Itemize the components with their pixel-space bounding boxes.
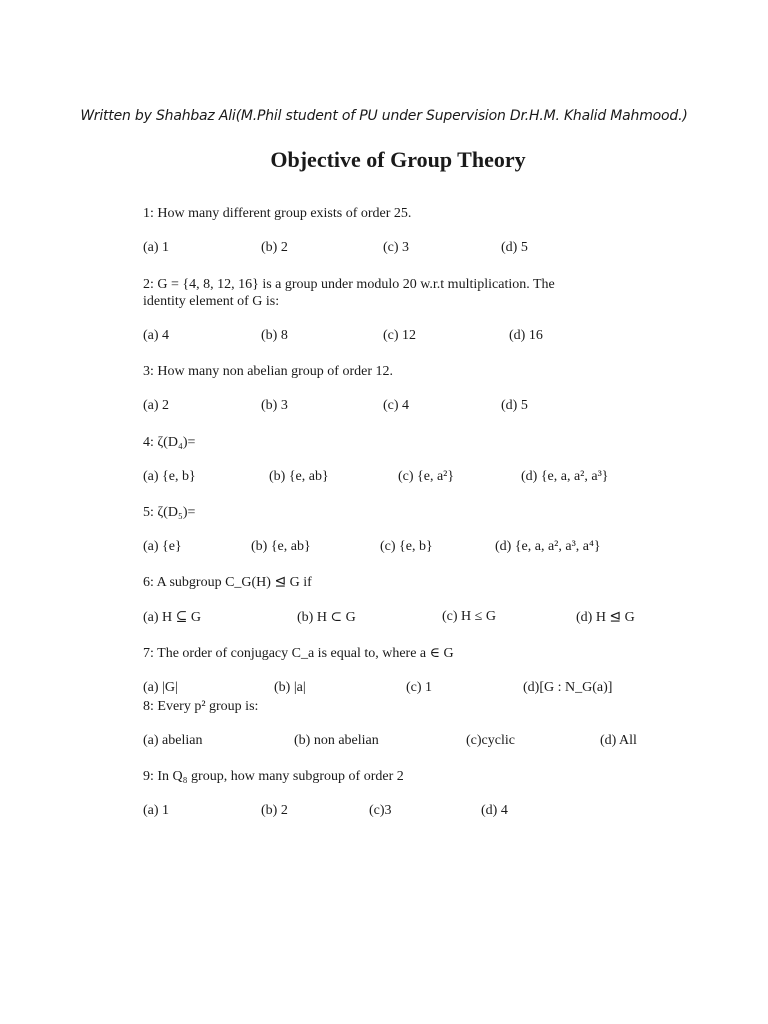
q8-option-a: (a) abelian: [143, 733, 203, 748]
q5-option-c: (c) {e, b}: [380, 539, 433, 554]
q2-option-a: (a) 4: [143, 328, 170, 343]
question-9-text: 9: In Q₈ group, how many subgroup of order 2: [143, 769, 404, 784]
q6-option-a: (a) H ⊆ G: [143, 610, 201, 625]
question-2-text-line1: 2: G = {4, 8, 12, 16} is a group under modulo 20 w.r.t multiplication. The: [143, 277, 555, 292]
q6-option-d: (d) H ⊴ G: [576, 610, 635, 625]
q2-option-b: (b) 8: [261, 328, 288, 343]
q8-option-c: (c)cyclic: [466, 733, 515, 748]
question-2-text-line2: identity element of G is:: [143, 294, 280, 309]
question-7-text: 7: The order of conjugacy C_a is equal to, where a ∈ G: [143, 646, 454, 661]
q9-option-c: (c)3: [369, 803, 392, 818]
q7-option-b: (b) |a|: [274, 680, 306, 695]
q8-option-d: (d) All: [600, 733, 637, 748]
q7-option-a: (a) |G|: [143, 680, 178, 695]
q9-option-a: (a) 1: [143, 803, 170, 818]
q3-option-a: (a) 2: [143, 398, 170, 413]
author-line: Written by Shahbaz Ali(M.Phil student of PU under Supervision Dr.H.M. Khalid Mahmood.): [80, 108, 688, 124]
q6-option-c: (c) H ≤ G: [442, 609, 496, 624]
q8-option-b: (b) non abelian: [294, 733, 379, 748]
question-6-text: 6: A subgroup C_G(H) ⊴ G if: [143, 575, 312, 590]
question-3-text: 3: How many non abelian group of order 12.: [143, 364, 393, 379]
q1-option-a: (a) 1: [143, 240, 170, 255]
q2-option-c: (c) 12: [383, 328, 417, 343]
q6-option-b: (b) H ⊂ G: [297, 610, 356, 625]
q1-option-d: (d) 5: [501, 240, 528, 255]
q5-option-a: (a) {e}: [143, 539, 182, 554]
q3-option-c: (c) 4: [383, 398, 410, 413]
q3-option-d: (d) 5: [501, 398, 528, 413]
q9-option-d: (d) 4: [481, 803, 508, 818]
question-1-text: 1: How many different group exists of order 25.: [143, 206, 412, 221]
q5-option-b: (b) {e, ab}: [251, 539, 311, 554]
question-5-text: 5: ζ(D₅)=: [143, 505, 196, 520]
q1-option-b: (b) 2: [261, 240, 288, 255]
q9-option-b: (b) 2: [261, 803, 288, 818]
q4-option-d: (d) {e, a, a², a³}: [521, 469, 609, 484]
q1-option-c: (c) 3: [383, 240, 410, 255]
question-8-text: 8: Every p² group is:: [143, 699, 259, 714]
q4-option-b: (b) {e, ab}: [269, 469, 329, 484]
question-4-text: 4: ζ(D₄)=: [143, 435, 196, 450]
page-title: Objective of Group Theory: [270, 147, 526, 172]
q7-option-d: (d)[G : N_G(a)]: [523, 680, 613, 695]
q2-option-d: (d) 16: [509, 328, 543, 343]
q4-option-c: (c) {e, a²}: [398, 469, 455, 484]
q5-option-d: (d) {e, a, a², a³, a⁴}: [495, 539, 601, 554]
q3-option-b: (b) 3: [261, 398, 288, 413]
q7-option-c: (c) 1: [406, 680, 433, 695]
q4-option-a: (a) {e, b}: [143, 469, 196, 484]
